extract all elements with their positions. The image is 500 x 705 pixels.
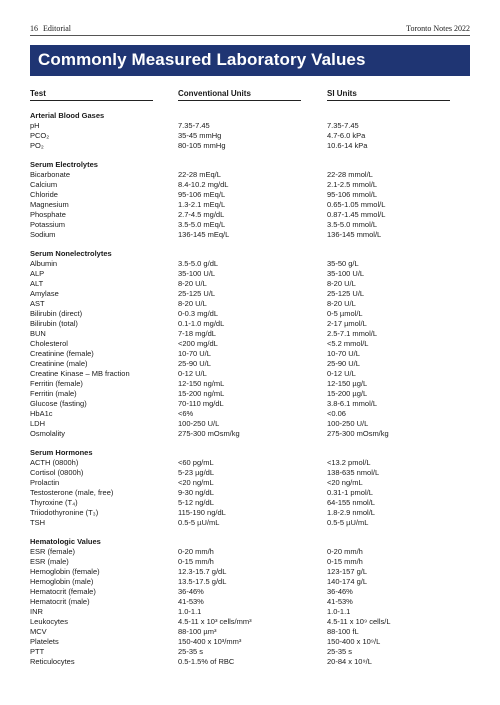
- conventional-value-cell: 35-45 mmHg: [178, 131, 222, 140]
- conventional-value-cell: 9-30 ng/dL: [178, 488, 214, 497]
- test-name-cell: Hematocrit (male): [30, 597, 90, 606]
- table-row: [30, 488, 470, 498]
- conventional-value-cell: 88-100 µm³: [178, 627, 217, 636]
- conventional-value-cell: 80-105 mmHg: [178, 141, 226, 150]
- si-value-cell: 12-150 µg/L: [327, 379, 368, 388]
- test-name-cell: Hematocrit (female): [30, 587, 96, 596]
- conventional-value-cell: 8-20 U/L: [178, 299, 207, 308]
- table-row: [30, 587, 470, 597]
- conventional-value-cell: 136-145 mEq/L: [178, 230, 230, 239]
- table-section: [30, 111, 470, 151]
- conventional-value-cell: 25-90 U/L: [178, 359, 211, 368]
- test-name-cell: Creatinine (male): [30, 359, 88, 368]
- conventional-value-cell: <20 ng/mL: [178, 478, 214, 487]
- si-value-cell: 22-28 mmol/L: [327, 170, 373, 179]
- test-name-cell: Bilirubin (total): [30, 319, 78, 328]
- test-name-cell: Creatine Kinase – MB fraction: [30, 369, 130, 378]
- conventional-value-cell: 95-106 mEq/L: [178, 190, 226, 199]
- test-name-cell: HbA1c: [30, 409, 53, 418]
- test-name-cell: Amylase: [30, 289, 59, 298]
- test-name-cell: ESR (female): [30, 547, 76, 556]
- conventional-value-cell: 8-20 U/L: [178, 279, 207, 288]
- test-name-cell: Potassium: [30, 220, 66, 229]
- si-value-cell: 25-35 s: [327, 647, 353, 656]
- running-header: [30, 23, 470, 36]
- si-value-cell: 0-15 mm/h: [327, 557, 363, 566]
- test-name-cell: LDH: [30, 419, 46, 428]
- si-value-cell: 0-5 µmol/L: [327, 309, 363, 318]
- table-row: [30, 121, 470, 131]
- test-name-cell: Glucose (fasting): [30, 399, 87, 408]
- table-section: [30, 537, 470, 667]
- conventional-value-cell: 0.5-5 µU/mL: [178, 518, 220, 527]
- conventional-value-cell: 12-150 ng/mL: [178, 379, 225, 388]
- table-row: [30, 429, 470, 439]
- test-name-cell: Triiodothyronine (T₃): [30, 508, 99, 517]
- table-row: [30, 289, 470, 299]
- conventional-value-cell: 3.5-5.0 mEq/L: [178, 220, 226, 229]
- test-name-cell: Albumin: [30, 259, 58, 268]
- test-name-cell: Chloride: [30, 190, 58, 199]
- si-value-cell: 41-53%: [327, 597, 353, 606]
- si-value-cell: 123-157 g/L: [327, 567, 368, 576]
- table-row: [30, 627, 470, 637]
- conventional-value-cell: 275-300 mOsm/kg: [178, 429, 240, 438]
- test-name-cell: AST: [30, 299, 45, 308]
- table-row: [30, 657, 470, 667]
- table-row: [30, 309, 470, 319]
- test-name-cell: ESR (male): [30, 557, 69, 566]
- si-value-cell: 138-635 nmol/L: [327, 468, 380, 477]
- table-row: [30, 419, 470, 429]
- test-name-cell: PO₂: [30, 141, 44, 150]
- conventional-value-cell: 1.0-1.1: [178, 607, 202, 616]
- table-row: [30, 607, 470, 617]
- table-row: [30, 359, 470, 369]
- conventional-value-cell: 5-12 ng/dL: [178, 498, 214, 507]
- test-name-cell: Phosphate: [30, 210, 66, 219]
- test-name-cell: Ferritin (male): [30, 389, 77, 398]
- table-row: [30, 399, 470, 409]
- test-name-cell: ALT: [30, 279, 44, 288]
- si-value-cell: 8-20 U/L: [327, 299, 356, 308]
- table-section: [30, 249, 470, 439]
- conventional-value-cell: 115-190 ng/dL: [178, 508, 226, 517]
- test-name-cell: Hemoglobin (male): [30, 577, 94, 586]
- test-name-cell: PCO₂: [30, 131, 50, 140]
- section-title: Serum Electrolytes: [30, 160, 98, 169]
- conventional-value-cell: 3.5-5.0 g/dL: [178, 259, 219, 268]
- si-value-cell: 35-100 U/L: [327, 269, 365, 278]
- table-row: [30, 210, 470, 220]
- table-row: [30, 647, 470, 657]
- test-name-cell: Thyroxine (T₄): [30, 498, 78, 507]
- si-value-cell: 0.31-1 pmol/L: [327, 488, 373, 497]
- table-row: [30, 269, 470, 279]
- si-value-cell: 0.5-5 µU/mL: [327, 518, 369, 527]
- si-value-cell: 15-200 µg/L: [327, 389, 368, 398]
- test-name-cell: Osmolality: [30, 429, 66, 438]
- column-header-si: SI Units: [327, 89, 450, 101]
- test-name-cell: pH: [30, 121, 40, 130]
- conventional-value-cell: 8.4-10.2 mg/dL: [178, 180, 229, 189]
- column-header-conventional: Conventional Units: [178, 89, 301, 101]
- si-value-cell: 0-20 mm/h: [327, 547, 363, 556]
- conventional-value-cell: <6%: [178, 409, 194, 418]
- conventional-value-cell: 2.7-4.5 mg/dL: [178, 210, 225, 219]
- si-value-cell: 4.7-6.0 kPa: [327, 131, 366, 140]
- si-value-cell: 1.0-1.1: [327, 607, 351, 616]
- si-value-cell: <5.2 mmol/L: [327, 339, 369, 348]
- table-section: [30, 448, 470, 528]
- section-title: Arterial Blood Gases: [30, 111, 105, 120]
- table-row: [30, 319, 470, 329]
- si-value-cell: 7.35-7.45: [327, 121, 359, 130]
- conventional-value-cell: 100-250 U/L: [178, 419, 220, 428]
- table-row: [30, 190, 470, 200]
- si-value-cell: 0-12 U/L: [327, 369, 356, 378]
- test-name-cell: ALP: [30, 269, 45, 278]
- si-value-cell: 2-17 µmol/L: [327, 319, 367, 328]
- si-value-cell: 3.5-5.0 mmol/L: [327, 220, 378, 229]
- conventional-value-cell: 35-100 U/L: [178, 269, 216, 278]
- test-name-cell: ACTH (0800h): [30, 458, 79, 467]
- si-value-cell: <20 ng/mL: [327, 478, 363, 487]
- si-value-cell: 8-20 U/L: [327, 279, 356, 288]
- test-name-cell: Reticulocytes: [30, 657, 75, 666]
- section-name: Editorial: [43, 24, 71, 33]
- test-name-cell: Prolactin: [30, 478, 60, 487]
- table-row: [30, 230, 470, 240]
- table-row: [30, 279, 470, 289]
- publication-name: Toronto Notes 2022: [406, 24, 470, 33]
- conventional-value-cell: 25-35 s: [178, 647, 204, 656]
- table-row: [30, 498, 470, 508]
- si-value-cell: 36-46%: [327, 587, 353, 596]
- si-value-cell: 140-174 g/L: [327, 577, 368, 586]
- column-header-test: Test: [30, 89, 153, 101]
- conventional-value-cell: 36-46%: [178, 587, 204, 596]
- test-name-cell: Cortisol (0800h): [30, 468, 84, 477]
- conventional-value-cell: 15-200 ng/mL: [178, 389, 225, 398]
- test-name-cell: PTT: [30, 647, 45, 656]
- si-value-cell: 150-400 x 10⁹/L: [327, 637, 381, 646]
- test-name-cell: TSH: [30, 518, 45, 527]
- conventional-value-cell: 0.5-1.5% of RBC: [178, 657, 235, 666]
- test-name-cell: Magnesium: [30, 200, 69, 209]
- table-section: [30, 160, 470, 240]
- si-value-cell: 4.5-11 x 10⁹ cells/L: [327, 617, 391, 626]
- table-row: [30, 409, 470, 419]
- table-row: [30, 389, 470, 399]
- table-row: [30, 557, 470, 567]
- si-value-cell: 64-155 nmol/L: [327, 498, 375, 507]
- test-name-cell: INR: [30, 607, 43, 616]
- si-value-cell: 25-90 U/L: [327, 359, 360, 368]
- section-title: Serum Nonelectrolytes: [30, 249, 112, 258]
- test-name-cell: Sodium: [30, 230, 56, 239]
- table-row: [30, 547, 470, 557]
- conventional-value-cell: <200 mg/dL: [178, 339, 218, 348]
- table-row: [30, 508, 470, 518]
- test-name-cell: Testosterone (male, free): [30, 488, 114, 497]
- conventional-value-cell: 0.1-1.0 mg/dL: [178, 319, 225, 328]
- table-row: [30, 597, 470, 607]
- si-value-cell: 100-250 U/L: [327, 419, 369, 428]
- conventional-value-cell: <60 pg/mL: [178, 458, 214, 467]
- test-name-cell: MCV: [30, 627, 47, 636]
- table-row: [30, 329, 470, 339]
- table-row: [30, 567, 470, 577]
- conventional-value-cell: 41-53%: [178, 597, 204, 606]
- conventional-value-cell: 70-110 mg/dL: [178, 399, 224, 408]
- si-value-cell: <0.06: [327, 409, 346, 418]
- si-value-cell: 1.8-2.9 nmol/L: [327, 508, 375, 517]
- section-title: Serum Hormones: [30, 448, 93, 457]
- conventional-value-cell: 0-12 U/L: [178, 369, 207, 378]
- table-row: [30, 518, 470, 528]
- table-row: [30, 131, 470, 141]
- title-banner: [30, 45, 470, 76]
- table-row: [30, 369, 470, 379]
- test-name-cell: Cholesterol: [30, 339, 68, 348]
- si-value-cell: 25-125 U/L: [327, 289, 365, 298]
- si-value-cell: 2.1-2.5 mmol/L: [327, 180, 378, 189]
- conventional-value-cell: 25-125 U/L: [178, 289, 216, 298]
- conventional-value-cell: 10-70 U/L: [178, 349, 211, 358]
- test-name-cell: Calcium: [30, 180, 58, 189]
- table-row: [30, 458, 470, 468]
- table-row: [30, 141, 470, 151]
- test-name-cell: Leukocytes: [30, 617, 68, 626]
- si-value-cell: 10.6-14 kPa: [327, 141, 368, 150]
- page-number: 16: [30, 24, 38, 33]
- table-row: [30, 617, 470, 627]
- si-value-cell: 136-145 mmol/L: [327, 230, 382, 239]
- table-row: [30, 259, 470, 269]
- table-row: [30, 468, 470, 478]
- conventional-value-cell: 22-28 mEq/L: [178, 170, 221, 179]
- si-value-cell: 2.5-7.1 mmol/L: [327, 329, 378, 338]
- table-row: [30, 299, 470, 309]
- conventional-value-cell: 0-20 mm/h: [178, 547, 214, 556]
- conventional-value-cell: 4.5-11 x 10³ cells/mm³: [178, 617, 252, 626]
- test-name-cell: Creatinine (female): [30, 349, 94, 358]
- test-name-cell: Bilirubin (direct): [30, 309, 83, 318]
- conventional-value-cell: 7.35-7.45: [178, 121, 210, 130]
- conventional-value-cell: 13.5-17.5 g/dL: [178, 577, 227, 586]
- si-value-cell: 35-50 g/L: [327, 259, 359, 268]
- si-value-cell: <13.2 pmol/L: [327, 458, 371, 467]
- table-row: [30, 577, 470, 587]
- conventional-value-cell: 7-18 mg/dL: [178, 329, 216, 338]
- table-row: [30, 339, 470, 349]
- si-value-cell: 275-300 mOsm/kg: [327, 429, 389, 438]
- test-name-cell: Bicarbonate: [30, 170, 71, 179]
- test-name-cell: Hemoglobin (female): [30, 567, 100, 576]
- conventional-value-cell: 1.3-2.1 mEq/L: [178, 200, 226, 209]
- lab-values-table: [30, 111, 470, 676]
- test-name-cell: Ferritin (female): [30, 379, 83, 388]
- conventional-value-cell: 0-15 mm/h: [178, 557, 214, 566]
- si-value-cell: 88-100 fL: [327, 627, 359, 636]
- conventional-value-cell: 150-400 x 10³/mm³: [178, 637, 242, 646]
- table-row: [30, 180, 470, 190]
- si-value-cell: 0.87-1.45 mmol/L: [327, 210, 386, 219]
- test-name-cell: BUN: [30, 329, 46, 338]
- table-row: [30, 170, 470, 180]
- table-row: [30, 200, 470, 210]
- table-row: [30, 220, 470, 230]
- conventional-value-cell: 5-23 µg/dL: [178, 468, 215, 477]
- conventional-value-cell: 0-0.3 mg/dL: [178, 309, 219, 318]
- table-row: [30, 379, 470, 389]
- si-value-cell: 10-70 U/L: [327, 349, 360, 358]
- si-value-cell: 20-84 x 10⁹/L: [327, 657, 372, 666]
- table-row: [30, 637, 470, 647]
- si-value-cell: 3.8-6.1 mmol/L: [327, 399, 378, 408]
- table-row: [30, 478, 470, 488]
- si-value-cell: 95-106 mmol/L: [327, 190, 378, 199]
- test-name-cell: Platelets: [30, 637, 59, 646]
- section-title: Hematologic Values: [30, 537, 101, 546]
- table-row: [30, 349, 470, 359]
- page-title: Commonly Measured Laboratory Values: [38, 50, 366, 69]
- conventional-value-cell: 12.3-15.7 g/dL: [178, 567, 227, 576]
- si-value-cell: 0.65-1.05 mmol/L: [327, 200, 386, 209]
